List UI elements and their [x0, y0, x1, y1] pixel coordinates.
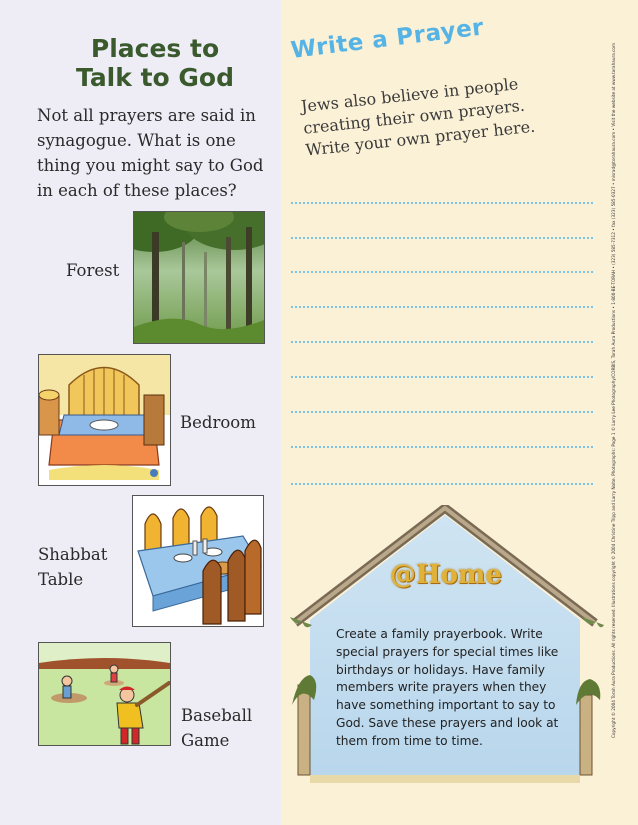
place-label-bedroom: Bedroom: [180, 413, 256, 432]
intro-text: Not all prayers are said in synagogue. What is one thing you might say to God in each of these places?: [37, 106, 264, 200]
writing-line[interactable]: [291, 237, 593, 239]
writing-line[interactable]: [291, 411, 593, 413]
home-title: @Home: [390, 560, 502, 590]
writing-line[interactable]: [291, 376, 593, 378]
forest-image: [133, 211, 265, 344]
writing-line[interactable]: [291, 306, 593, 308]
write-a-prayer-title: Write a Prayer: [289, 14, 486, 64]
page-title: Places to Talk to God: [75, 34, 235, 92]
writing-line[interactable]: [291, 341, 593, 343]
baseball-game-image: [38, 642, 171, 746]
place-label-baseball-game: Baseball Game: [181, 706, 253, 750]
bedroom-image: [38, 354, 171, 486]
writing-line[interactable]: [291, 202, 593, 204]
place-label-shabbat-table: Shabbat Table: [38, 545, 108, 589]
copyright-notice: Copyright © 2004 Torah Aura Productions. All rights reserved. Illustrations copyright © 2004 Christine Tripp and Larry Nolte. Photographs: Page 1 © Larry Lee Photography/CORBIS, Torah Aura Productions • 1-800-BE-TORAH • (323) 585-7312 • fax (323) 585-0327 • misrad@torahaura.com • Visit the website at www.torahaura.com: [611, 42, 616, 738]
writing-line[interactable]: [291, 271, 593, 273]
writing-line[interactable]: [291, 446, 593, 448]
home-text: Create a family prayerbook. Write special prayers for special times like birthdays or holidays. Have family members write prayers when they have something important to say to God. Save these prayers and look at them from time to time.: [336, 627, 559, 748]
writing-line[interactable]: [291, 483, 593, 485]
write-a-prayer-text: Jews also believe in people creating their own prayers. Write your own prayer here.: [300, 74, 536, 160]
shabbat-table-image: [132, 495, 264, 627]
place-label-forest: Forest: [66, 261, 120, 280]
